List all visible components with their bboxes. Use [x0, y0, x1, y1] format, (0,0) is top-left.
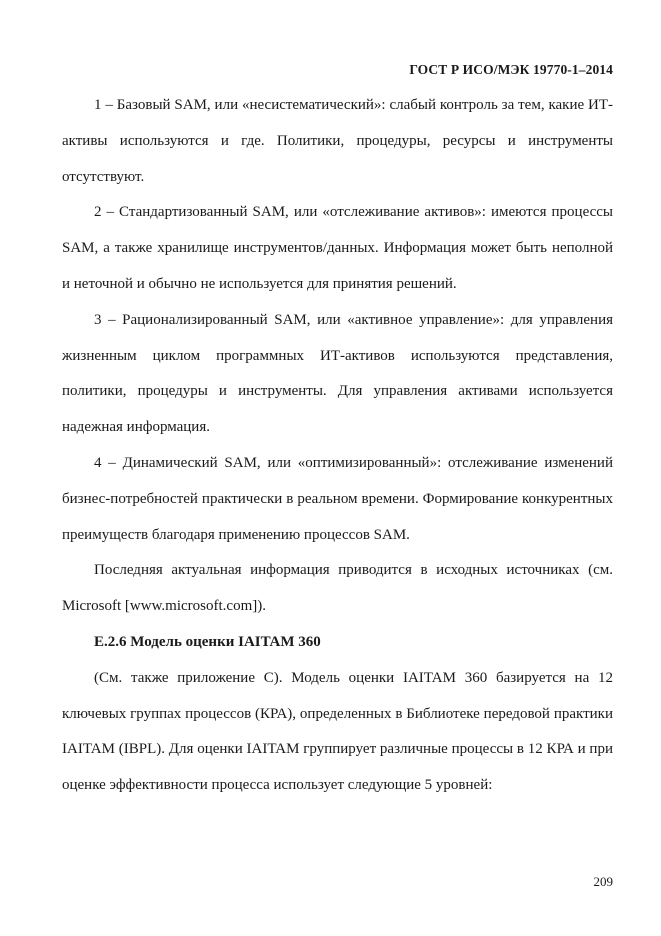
- paragraph-level-3: 3 – Рационализированный SAM, или «активное управление»: для управления жизненным циклом программных ИТ-активов используются представления, политики, процедуры и инструменты. Для управления активами используется надежная информация.: [62, 311, 613, 436]
- document-body: [62, 88, 613, 804]
- page-number: 209: [593, 874, 613, 889]
- paragraph-source-note: Последняя актуальная информация приводится в исходных источниках (см. Microsoft [www.microsoft.com]).: [62, 562, 613, 615]
- paragraph-level-2: 2 – Стандартизованный SAM, или «отслеживание активов»: имеются процессы SAM, а также хранилище инструментов/данных. Информация может быть неполной и неточной и обычно не используется для принятия решений.: [62, 204, 613, 292]
- section-heading: E.2.6 Модель оценки IAITAM 360: [94, 633, 321, 650]
- paragraph-level-1: 1 – Базовый SAM, или «несистематический»: слабый контроль за тем, какие ИТ-активы используются и где. Политики, процедуры, ресурсы и инструменты отсутствуют.: [62, 97, 613, 185]
- paragraph-level-4: 4 – Динамический SAM, или «оптимизированный»: отслеживание изменений бизнес-потребностей практически в реальном времени. Формирование конкурентных преимуществ благодаря применению процессов SAM.: [62, 454, 613, 543]
- document-header: ГОСТ Р ИСО/МЭК 19770-1–2014: [409, 62, 613, 77]
- section-body: (См. также приложение С). Модель оценки IAITAM 360 базируется на 12 ключевых группах процессов (КРА), определенных в Библиотеке передовой практики IAITAM (IBPL). Для оценки IAITAM группирует различные процессы в 12 КРА и при оценке эффективности процесса использует следующие 5 уровней:: [62, 669, 613, 794]
